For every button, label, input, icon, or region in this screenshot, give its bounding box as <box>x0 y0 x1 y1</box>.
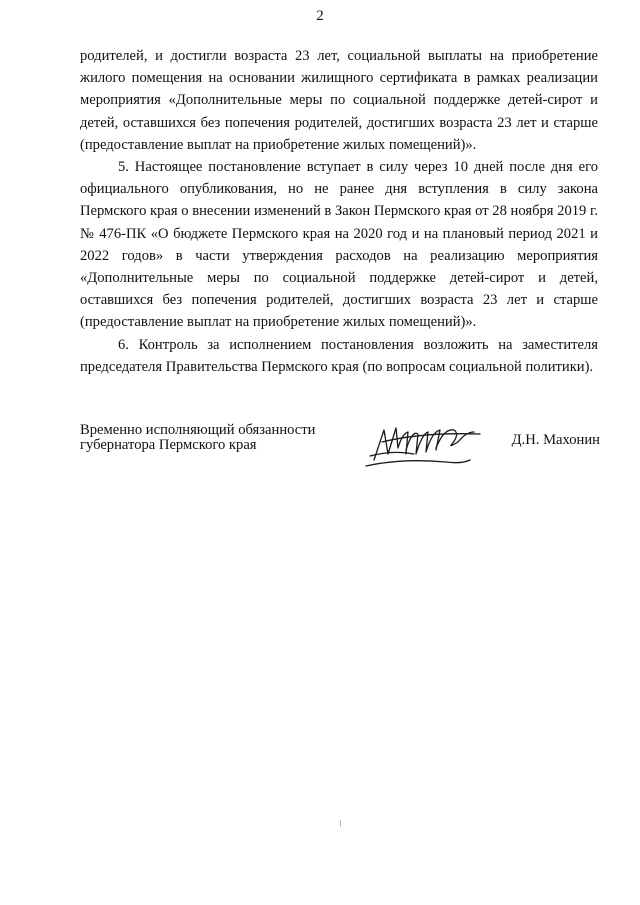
document-body <box>80 45 598 378</box>
scan-artifact <box>340 820 341 827</box>
handwritten-signature <box>362 420 492 472</box>
page-number: 2 <box>316 8 324 24</box>
signer-title-line-1: Временно исполняющий обязанности <box>80 422 316 438</box>
paragraph-5: 5. Настоящее постановление вступает в силу через 10 дней после дня его официального опубликования, но не ранее дня вступления в силу закона Пермского края о внесении изменений в Закон Пермского края от 28 ноября 2019 г. № 476-ПК «О бюджете Пермского края на 2020 год и на плановый период 2021 и 2022 годов» в части утверждения расходов на реализацию мероприятия «Дополнительные меры по социальной поддержке детей-сирот и детей, оставшихся без попечения родителей, достигших возраста 23 лет и старше (предоставление выплат на приобретение жилых помещений)». <box>80 159 598 331</box>
paragraph-continuation: родителей, и достигли возраста 23 лет, социальной выплаты на приобретение жилого помещения на основании жилищного сертификата в рамках реализации мероприятия «Дополнительные меры по социальной поддержке детей-сирот и детей, оставшихся без попечения родителей, достигших возраста 23 лет и старше (предоставление выплат на приобретение жилых помещений)». <box>80 48 598 153</box>
signer-title <box>80 423 315 453</box>
paragraph-6: 6. Контроль за исполнением постановления возложить на заместителя председателя Правительства Пермского края (по вопросам социальной политики). <box>80 336 598 375</box>
signature-block <box>80 423 600 483</box>
signer-title-line-2: губернатора Пермского края <box>80 436 257 453</box>
signer-name: Д.Н. Махонин <box>511 432 600 448</box>
